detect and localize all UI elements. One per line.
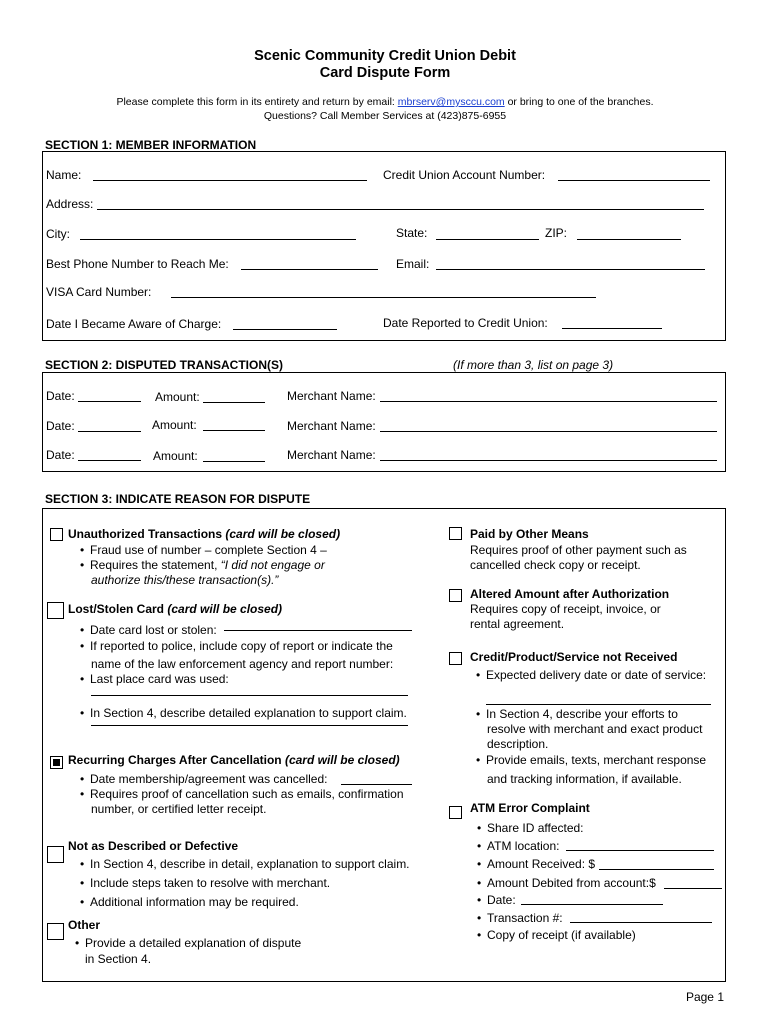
tx3-merchant-label: Merchant Name:	[287, 448, 376, 462]
lost-bullet-3: • Last place card was used:	[80, 672, 229, 686]
section2-note: (If more than 3, list on page 3)	[453, 358, 614, 372]
not-received-title: Credit/Product/Service not Received	[470, 650, 678, 664]
lost-stolen-checkbox[interactable]	[47, 602, 64, 619]
tx1-date-line[interactable]	[78, 401, 141, 402]
altered-amount-checkbox[interactable]	[449, 589, 462, 602]
atm-b6-text: Transaction #:	[487, 911, 563, 925]
tx1-date-label: Date:	[46, 389, 75, 403]
not-received-bullet-2: • In Section 4, describe your efforts to	[476, 707, 678, 721]
tx1-merchant-label: Merchant Name:	[287, 389, 376, 403]
lost-explain-line[interactable]	[91, 725, 408, 726]
email-label: Email:	[396, 257, 430, 271]
tx2-date-line[interactable]	[78, 431, 141, 432]
lost-b3-text: Last place card was used:	[90, 672, 229, 686]
address-label: Address:	[46, 197, 94, 211]
atm-b7-text: Copy of receipt (if available)	[487, 928, 636, 942]
not-described-b3-text: Additional information may be required.	[90, 895, 299, 909]
questions-text: Questions? Call Member Services at (423)875-6955	[263, 110, 507, 122]
atm-location-line[interactable]	[566, 850, 714, 851]
lost-bullet-4: • In Section 4, describe detailed explanation to support claim.	[80, 706, 407, 720]
recurring-b2-text: Requires proof of cancellation such as emails, confirmation	[90, 787, 404, 801]
unauthorized-bullet-2-line2: authorize this/these transaction(s).”	[91, 573, 279, 587]
phone-line[interactable]	[241, 269, 378, 270]
tx2-amount-line[interactable]	[203, 430, 265, 431]
recurring-title: Recurring Charges After Cancellation	[68, 753, 282, 767]
not-described-b1-text: In Section 4, describe in detail, explanation to support claim.	[90, 857, 410, 871]
city-line[interactable]	[80, 239, 356, 240]
altered-amount-line1: Requires copy of receipt, invoice, or	[470, 602, 661, 616]
section2-title: SECTION 2: DISPUTED TRANSACTION(S)	[45, 358, 284, 372]
not-received-date-line[interactable]	[486, 704, 711, 705]
unauthorized-bullet-1: • Fraud use of number – complete Section 4 –	[80, 543, 327, 557]
lost-b2-text: If reported to police, include copy of report or indicate the	[90, 639, 393, 653]
lost-place-line[interactable]	[91, 695, 408, 696]
unauthorized-note: (card will be closed)	[225, 527, 341, 541]
recurring-heading	[68, 753, 400, 767]
not-received-bullet-2-line3: description.	[487, 737, 549, 751]
atm-bullet-3: • Amount Received: $	[477, 857, 596, 871]
page-number: Page 1	[685, 990, 724, 1004]
tx2-merchant-label: Merchant Name:	[287, 419, 376, 433]
not-described-bullet-3: • Additional information may be required.	[80, 895, 299, 909]
name-line[interactable]	[93, 180, 367, 181]
email-line[interactable]	[436, 269, 705, 270]
form-title-line1: Scenic Community Credit Union Debit	[254, 48, 516, 64]
lost-stolen-title: Lost/Stolen Card	[68, 602, 165, 616]
intro-after: or bring to one of the branches.	[507, 96, 654, 108]
unauthorized-title: Unauthorized Transactions	[68, 527, 223, 541]
not-described-bullet-1: • In Section 4, describe in detail, explanation to support claim.	[80, 857, 410, 871]
lost-bullet-1: • Date card lost or stolen:	[80, 623, 217, 637]
paid-other-title: Paid by Other Means	[470, 527, 589, 541]
paid-other-checkbox[interactable]	[449, 527, 462, 540]
lost-stolen-heading	[68, 602, 282, 616]
atm-error-checkbox[interactable]	[449, 806, 462, 819]
section1-title: SECTION 1: MEMBER INFORMATION	[45, 138, 257, 152]
not-described-title: Not as Described or Defective	[68, 839, 239, 853]
other-checkbox[interactable]	[47, 923, 64, 940]
not-received-b3-text: Provide emails, texts, merchant response	[486, 753, 707, 767]
atm-bullet-7: • Copy of receipt (if available)	[477, 928, 636, 942]
paid-other-line2: cancelled check copy or receipt.	[470, 558, 641, 572]
lost-b1-text: Date card lost or stolen:	[90, 623, 217, 637]
intro-text	[0, 96, 770, 108]
recurring-check-mark	[53, 759, 60, 766]
lost-stolen-note: (card will be closed)	[167, 602, 283, 616]
other-bullet-1: • Provide a detailed explanation of dispute	[75, 936, 302, 950]
tx2-amount-label: Amount:	[152, 418, 197, 432]
account-label: Credit Union Account Number:	[383, 168, 546, 182]
atm-bullet-2: • ATM location:	[477, 839, 560, 853]
state-label: State:	[396, 226, 428, 240]
atm-transaction-line[interactable]	[570, 922, 712, 923]
recurring-checkbox[interactable]	[50, 756, 63, 769]
not-received-bullet-2-line2: resolve with merchant and exact product	[487, 722, 703, 736]
tx1-merchant-line[interactable]	[380, 401, 717, 402]
unauthorized-b1-text: Fraud use of number – complete Section 4 –	[90, 543, 327, 557]
email-link[interactable]: mbrserv@mysccu.com	[397, 96, 505, 108]
recurring-note: (card will be closed)	[284, 753, 400, 767]
other-bullet-1-line2: in Section 4.	[85, 952, 152, 966]
atm-b1-text: Share ID affected:	[487, 821, 584, 835]
atm-error-title: ATM Error Complaint	[470, 801, 590, 815]
atm-bullet-1: • Share ID affected:	[477, 821, 584, 835]
other-b1-text: Provide a detailed explanation of dispute	[85, 936, 302, 950]
unauthorized-checkbox[interactable]	[50, 528, 63, 541]
tx1-amount-line[interactable]	[203, 402, 265, 403]
not-received-bullet-3-line2: and tracking information, if available.	[487, 772, 682, 786]
zip-label: ZIP:	[545, 226, 568, 240]
not-described-checkbox[interactable]	[47, 846, 64, 863]
tx3-date-label: Date:	[46, 448, 75, 462]
section3-title: SECTION 3: INDICATE REASON FOR DISPUTE	[45, 492, 311, 506]
state-line[interactable]	[436, 239, 539, 240]
lost-date-line[interactable]	[224, 630, 412, 631]
lost-b4-text: In Section 4, describe detailed explanation to support claim.	[90, 706, 407, 720]
visa-label: VISA Card Number:	[46, 285, 152, 299]
unauthorized-bullet-2: • Requires the statement, “I did not engage or	[80, 558, 325, 572]
lost-bullet-2: • If reported to police, include copy of report or indicate the	[80, 639, 393, 653]
atm-bullet-6: • Transaction #:	[477, 911, 563, 925]
tx1-amount-label: Amount:	[155, 390, 200, 404]
name-field[interactable]	[46, 168, 81, 182]
lost-bullet-2-line2: name of the law enforcement agency and report number:	[91, 657, 394, 671]
altered-amount-title: Altered Amount after Authorization	[470, 587, 670, 601]
phone-label: Best Phone Number to Reach Me:	[46, 257, 229, 271]
not-described-b2-text: Include steps taken to resolve with merchant.	[90, 876, 331, 890]
atm-date-line[interactable]	[521, 904, 663, 905]
reported-date-line[interactable]	[562, 328, 662, 329]
intro-before: Please complete this form in its entirety and return by email:	[116, 96, 395, 108]
section2-box	[42, 372, 726, 472]
not-received-b1-text: Expected delivery date or date of service:	[486, 668, 707, 682]
recurring-b1-text: Date membership/agreement was cancelled:	[90, 772, 328, 786]
tx2-date-label: Date:	[46, 419, 75, 433]
atm-b5-text: Date:	[487, 893, 516, 907]
unauthorized-b2-quote: “I did not engage or	[220, 558, 325, 572]
recurring-bullet-2: • Requires proof of cancellation such as emails, confirmation	[80, 787, 404, 801]
city-label: City:	[46, 227, 70, 241]
form-title-line2: Card Dispute Form	[319, 65, 451, 81]
account-line[interactable]	[558, 180, 710, 181]
aware-date-line[interactable]	[233, 329, 337, 330]
recurring-date-line[interactable]	[341, 784, 412, 785]
aware-date-label: Date I Became Aware of Charge:	[46, 317, 222, 331]
atm-b4-text: Amount Debited from account:$	[487, 876, 656, 890]
atm-bullet-4: • Amount Debited from account:$	[477, 876, 656, 890]
unauthorized-b2-text: Requires the statement,	[90, 558, 221, 572]
not-received-b2-text: In Section 4, describe your efforts to	[486, 707, 678, 721]
tx3-merchant-line[interactable]	[380, 460, 717, 461]
visa-line[interactable]	[171, 297, 596, 298]
altered-amount-line2: rental agreement.	[470, 617, 565, 631]
atm-bullet-5: • Date:	[477, 893, 516, 907]
other-title: Other	[68, 918, 101, 932]
name-label: Name:	[46, 168, 82, 182]
address-line[interactable]	[97, 209, 704, 210]
tx3-amount-label: Amount:	[153, 449, 198, 463]
recurring-bullet-1: • Date membership/agreement was cancelled:	[80, 772, 328, 786]
tx2-merchant-line[interactable]	[380, 431, 717, 432]
zip-line[interactable]	[577, 239, 681, 240]
atm-b2-text: ATM location:	[487, 839, 560, 853]
paid-other-line1: Requires proof of other payment such as	[470, 543, 687, 557]
reported-date-label: Date Reported to Credit Union:	[383, 316, 548, 330]
not-received-bullet-3: • Provide emails, texts, merchant response	[476, 753, 707, 767]
tx3-amount-line[interactable]	[203, 461, 265, 462]
not-received-checkbox[interactable]	[449, 652, 462, 665]
tx3-date-line[interactable]	[78, 460, 141, 461]
atm-debited-line[interactable]	[664, 888, 722, 889]
recurring-bullet-2-line2: number, or certified letter receipt.	[91, 802, 267, 816]
not-received-bullet-1: • Expected delivery date or date of service:	[476, 668, 707, 682]
atm-b3-text: Amount Received: $	[487, 857, 596, 871]
unauthorized-heading	[68, 527, 340, 541]
atm-received-line[interactable]	[599, 869, 714, 870]
not-described-bullet-2: • Include steps taken to resolve with merchant.	[80, 876, 331, 890]
